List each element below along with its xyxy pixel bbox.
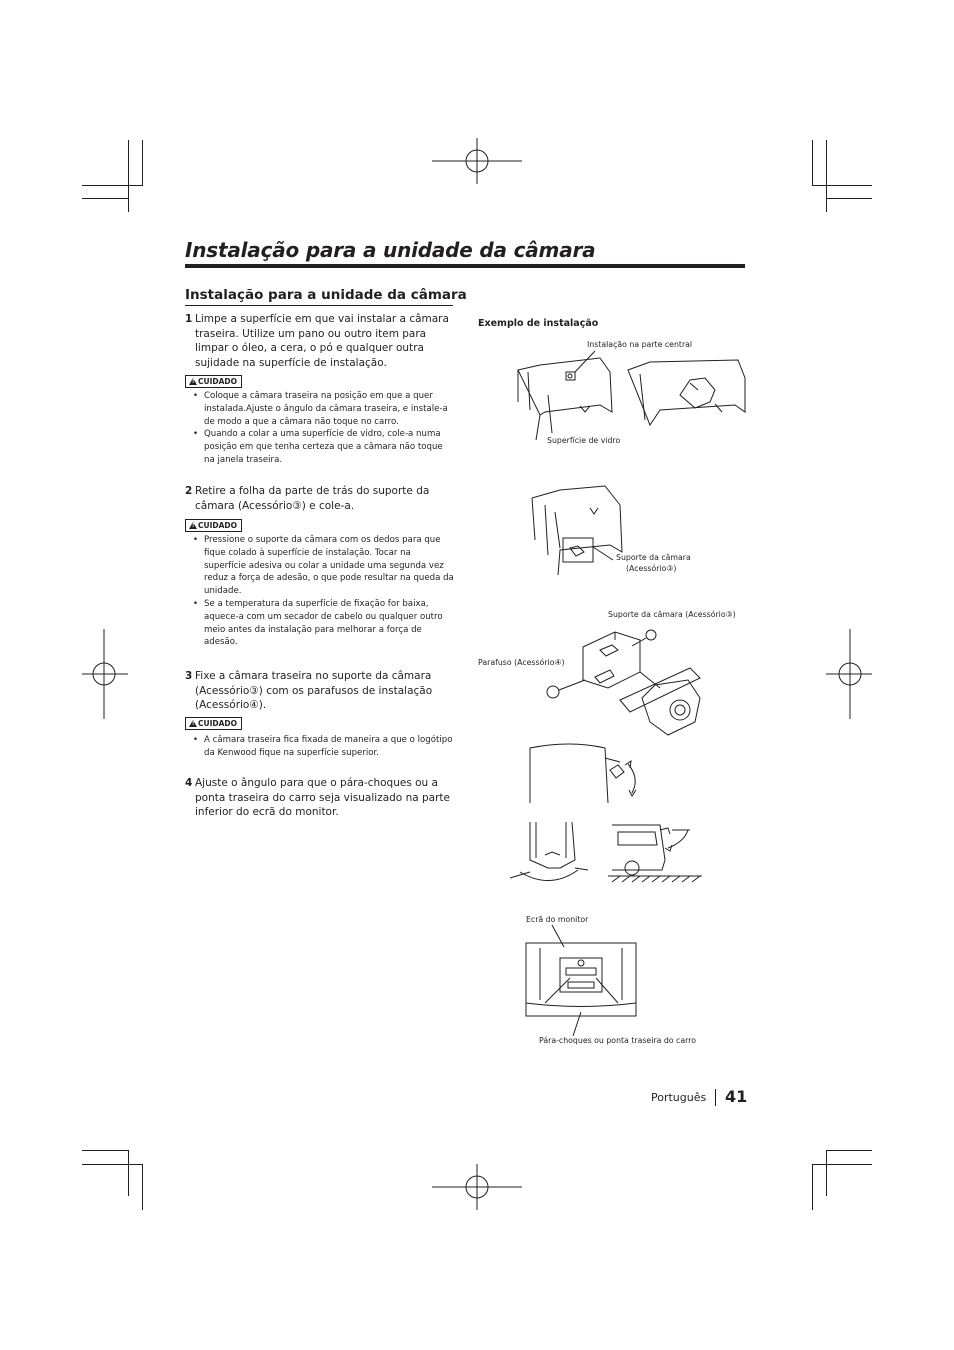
- section-title: Instalação para a unidade da câmara: [185, 287, 453, 306]
- figure-heading: Exemplo de instalação: [478, 318, 599, 329]
- list-item: • Pressione o suporte da câmara com os dedos para que fique colado à superfície de instalação. Tocar na superfície adesiva ou colar a unidade uma segunda vez reduz a força de adesão, o que pode resultar na queda da unidade.: [193, 534, 455, 598]
- page-title: Instalação para a unidade da câmara: [185, 238, 596, 262]
- step-text: Ajuste o ângulo para que o pára-choques ou a ponta traseira do carro seja visualizado na parte inferior do ecrã do monitor.: [195, 777, 450, 818]
- label-bracket-full: Suporte da câmara (Acessório③): [608, 610, 736, 619]
- rear-view-figure: [510, 822, 588, 881]
- step-number: 4: [185, 777, 193, 789]
- caution-badge: !CUIDADO: [185, 375, 242, 388]
- label-bracket-line2: (Acessório③): [626, 564, 677, 573]
- angle-adjust-figure: [530, 744, 636, 803]
- step-number: 2: [185, 485, 193, 497]
- list-item: • Coloque a câmara traseira na posição em que a quer instalada.Ajuste o ângulo da câmara traseira, e instale-a de modo a que a câmara não toque no carro.: [193, 390, 455, 428]
- label-monitor-screen: Ecrã do monitor: [526, 915, 589, 924]
- step-text: Limpe a superfície em que vai instalar a câmara traseira. Utilize um pano ou outro item para limpar o óleo, a cera, o pó e qualquer outra sujidade na superfície de instalação.: [195, 313, 449, 369]
- page-number: 41: [725, 1087, 748, 1106]
- footer-language: Português: [651, 1091, 707, 1104]
- list-item: • Quando a colar a uma superfície de vidro, cole-a numa posição em que tenha certeza que a câmara não toque na janela traseira.: [193, 428, 455, 466]
- step-number: 1: [185, 313, 193, 325]
- step-text: Retire a folha da parte de trás do suporte da câmara (Acessório③) e cole-a.: [195, 485, 430, 512]
- footer-divider: [715, 1089, 716, 1106]
- list-item: • Se a temperatura da superfície de fixação for baixa, aquece-a com um secador de cabelo ou qualquer outro meio antes da instalação para melhorar a força de adesão.: [193, 598, 455, 649]
- label-bumper: Pára-choques ou ponta traseira do carro: [539, 1036, 696, 1045]
- label-bracket-line1: Suporte da câmara: [616, 553, 691, 562]
- center-install-figure: [628, 360, 745, 425]
- caution-badge: !CUIDADO: [185, 717, 242, 730]
- list-item: • A câmara traseira fica fixada de maneira a que o logótipo da Kenwood fique na superfície superior.: [193, 734, 455, 760]
- label-center-install: Instalação na parte central: [587, 340, 693, 349]
- bracket-window-figure: [532, 486, 622, 575]
- label-glass-surface: Superfície de vidro: [547, 436, 621, 445]
- step-number: 3: [185, 670, 193, 682]
- rear-window-figure: [518, 351, 612, 440]
- bracket-assembly-figure: [547, 630, 700, 735]
- caution-badge: !CUIDADO: [185, 519, 242, 532]
- monitor-screen-figure: [526, 925, 636, 1036]
- side-view-figure: [608, 825, 702, 882]
- label-screw: Parafuso (Acessório④): [478, 658, 565, 667]
- step-text: Fixe a câmara traseira no suporte da câmara (Acessório③) com os parafusos de instalação (Acessório④).: [195, 670, 433, 711]
